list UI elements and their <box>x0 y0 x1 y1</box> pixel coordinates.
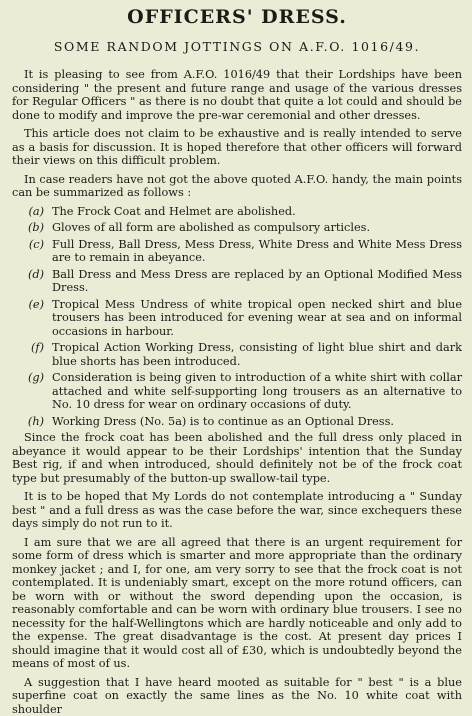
list-item-label: (c) <box>12 238 52 265</box>
list-item-label: (h) <box>12 415 52 429</box>
list-item <box>12 268 462 295</box>
list-item-text: Ball Dress and Mess Dress are replaced by an Optional Modified Mess Dress. <box>52 268 462 295</box>
list-item-text: Consideration is being given to introduction of a white shirt with collar attached and white self-supporting long trousers as an alternative to No. 10 dress for wear on ordinary occasions of duty. <box>52 371 462 412</box>
page-subtitle: SOME RANDOM JOTTINGS ON A.F.O. 1016/49. <box>12 39 462 55</box>
list-item <box>12 298 462 339</box>
list-item-label: (g) <box>12 371 52 412</box>
list-item-text: Gloves of all form are abolished as compulsory articles. <box>52 221 462 235</box>
list-item-label: (b) <box>12 221 52 235</box>
list-item <box>12 221 462 235</box>
points-list <box>12 205 462 429</box>
list-item-text: Tropical Mess Undress of white tropical open necked shirt and blue trousers has been introduced for evening wear at sea and on informal occasions in harbour. <box>52 298 462 339</box>
list-item <box>12 371 462 412</box>
list-item-label: (d) <box>12 268 52 295</box>
paragraph: Since the frock coat has been abolished and the full dress only placed in abeyance it would appear to be their Lordships' intention that the Sunday Best rig, if and when introduced, should definitely not be of the frock coat type but presumably of the button-up swallow-tail type. <box>12 431 462 485</box>
list-item-label: (a) <box>12 205 52 219</box>
list-item-label: (f) <box>12 341 52 368</box>
list-item <box>12 205 462 219</box>
list-item-text: Tropical Action Working Dress, consisting of light blue shirt and dark blue shorts has been introduced. <box>52 341 462 368</box>
list-item-label: (e) <box>12 298 52 339</box>
list-item-text: Full Dress, Ball Dress, Mess Dress, White Dress and White Mess Dress are to remain in abeyance. <box>52 238 462 265</box>
paragraph: I am sure that we are all agreed that there is an urgent requirement for some form of dress which is smarter and more appropriate than the ordinary monkey jacket ; and I, for one, am very sorry to see that the frock coat is not contemplated. It is undeniably smart, except on the more rotund officers, can be worn with or without the sword depending upon the occasion, is reasonably comfortable and can be worn with ordinary blue trousers. I see no necessity for the half-Wellingtons which are hardly noticeable and only add to the expense. The great disadvantage is the cost. At present day prices I should imagine that it would cost all of £30, which is undoubtedly beyond the means of most of us. <box>12 536 462 671</box>
paragraph: A suggestion that I have heard mooted as suitable for " best " is a blue superfine coat on exactly the same lines as the No. 10 white coat with shoulder <box>12 676 462 716</box>
list-item-text: Working Dress (No. 5a) is to continue as an Optional Dress. <box>52 415 462 429</box>
paragraph: In case readers have not got the above quoted A.F.O. handy, the main points can be summarized as follows : <box>12 173 462 200</box>
paragraph: It is to be hoped that My Lords do not contemplate introducing a " Sunday best " and a full dress as was the case before the war, since exchequers these days simply do not run to it. <box>12 490 462 531</box>
list-item <box>12 238 462 265</box>
list-item-text: The Frock Coat and Helmet are abolished. <box>52 205 462 219</box>
list-item <box>12 341 462 368</box>
paragraph: This article does not claim to be exhaustive and is really intended to serve as a basis for discussion. It is hoped therefore that other officers will forward their views on this difficult problem. <box>12 127 462 168</box>
paragraph: It is pleasing to see from A.F.O. 1016/49 that their Lordships have been considering " the present and future range and usage of the various dresses for Regular Officers " as there is no doubt that quite a lot could and should be done to modify and improve the pre-war ceremonial and other dresses. <box>12 68 462 122</box>
list-item <box>12 415 462 429</box>
page-title: OFFICERS' DRESS. <box>12 5 462 29</box>
